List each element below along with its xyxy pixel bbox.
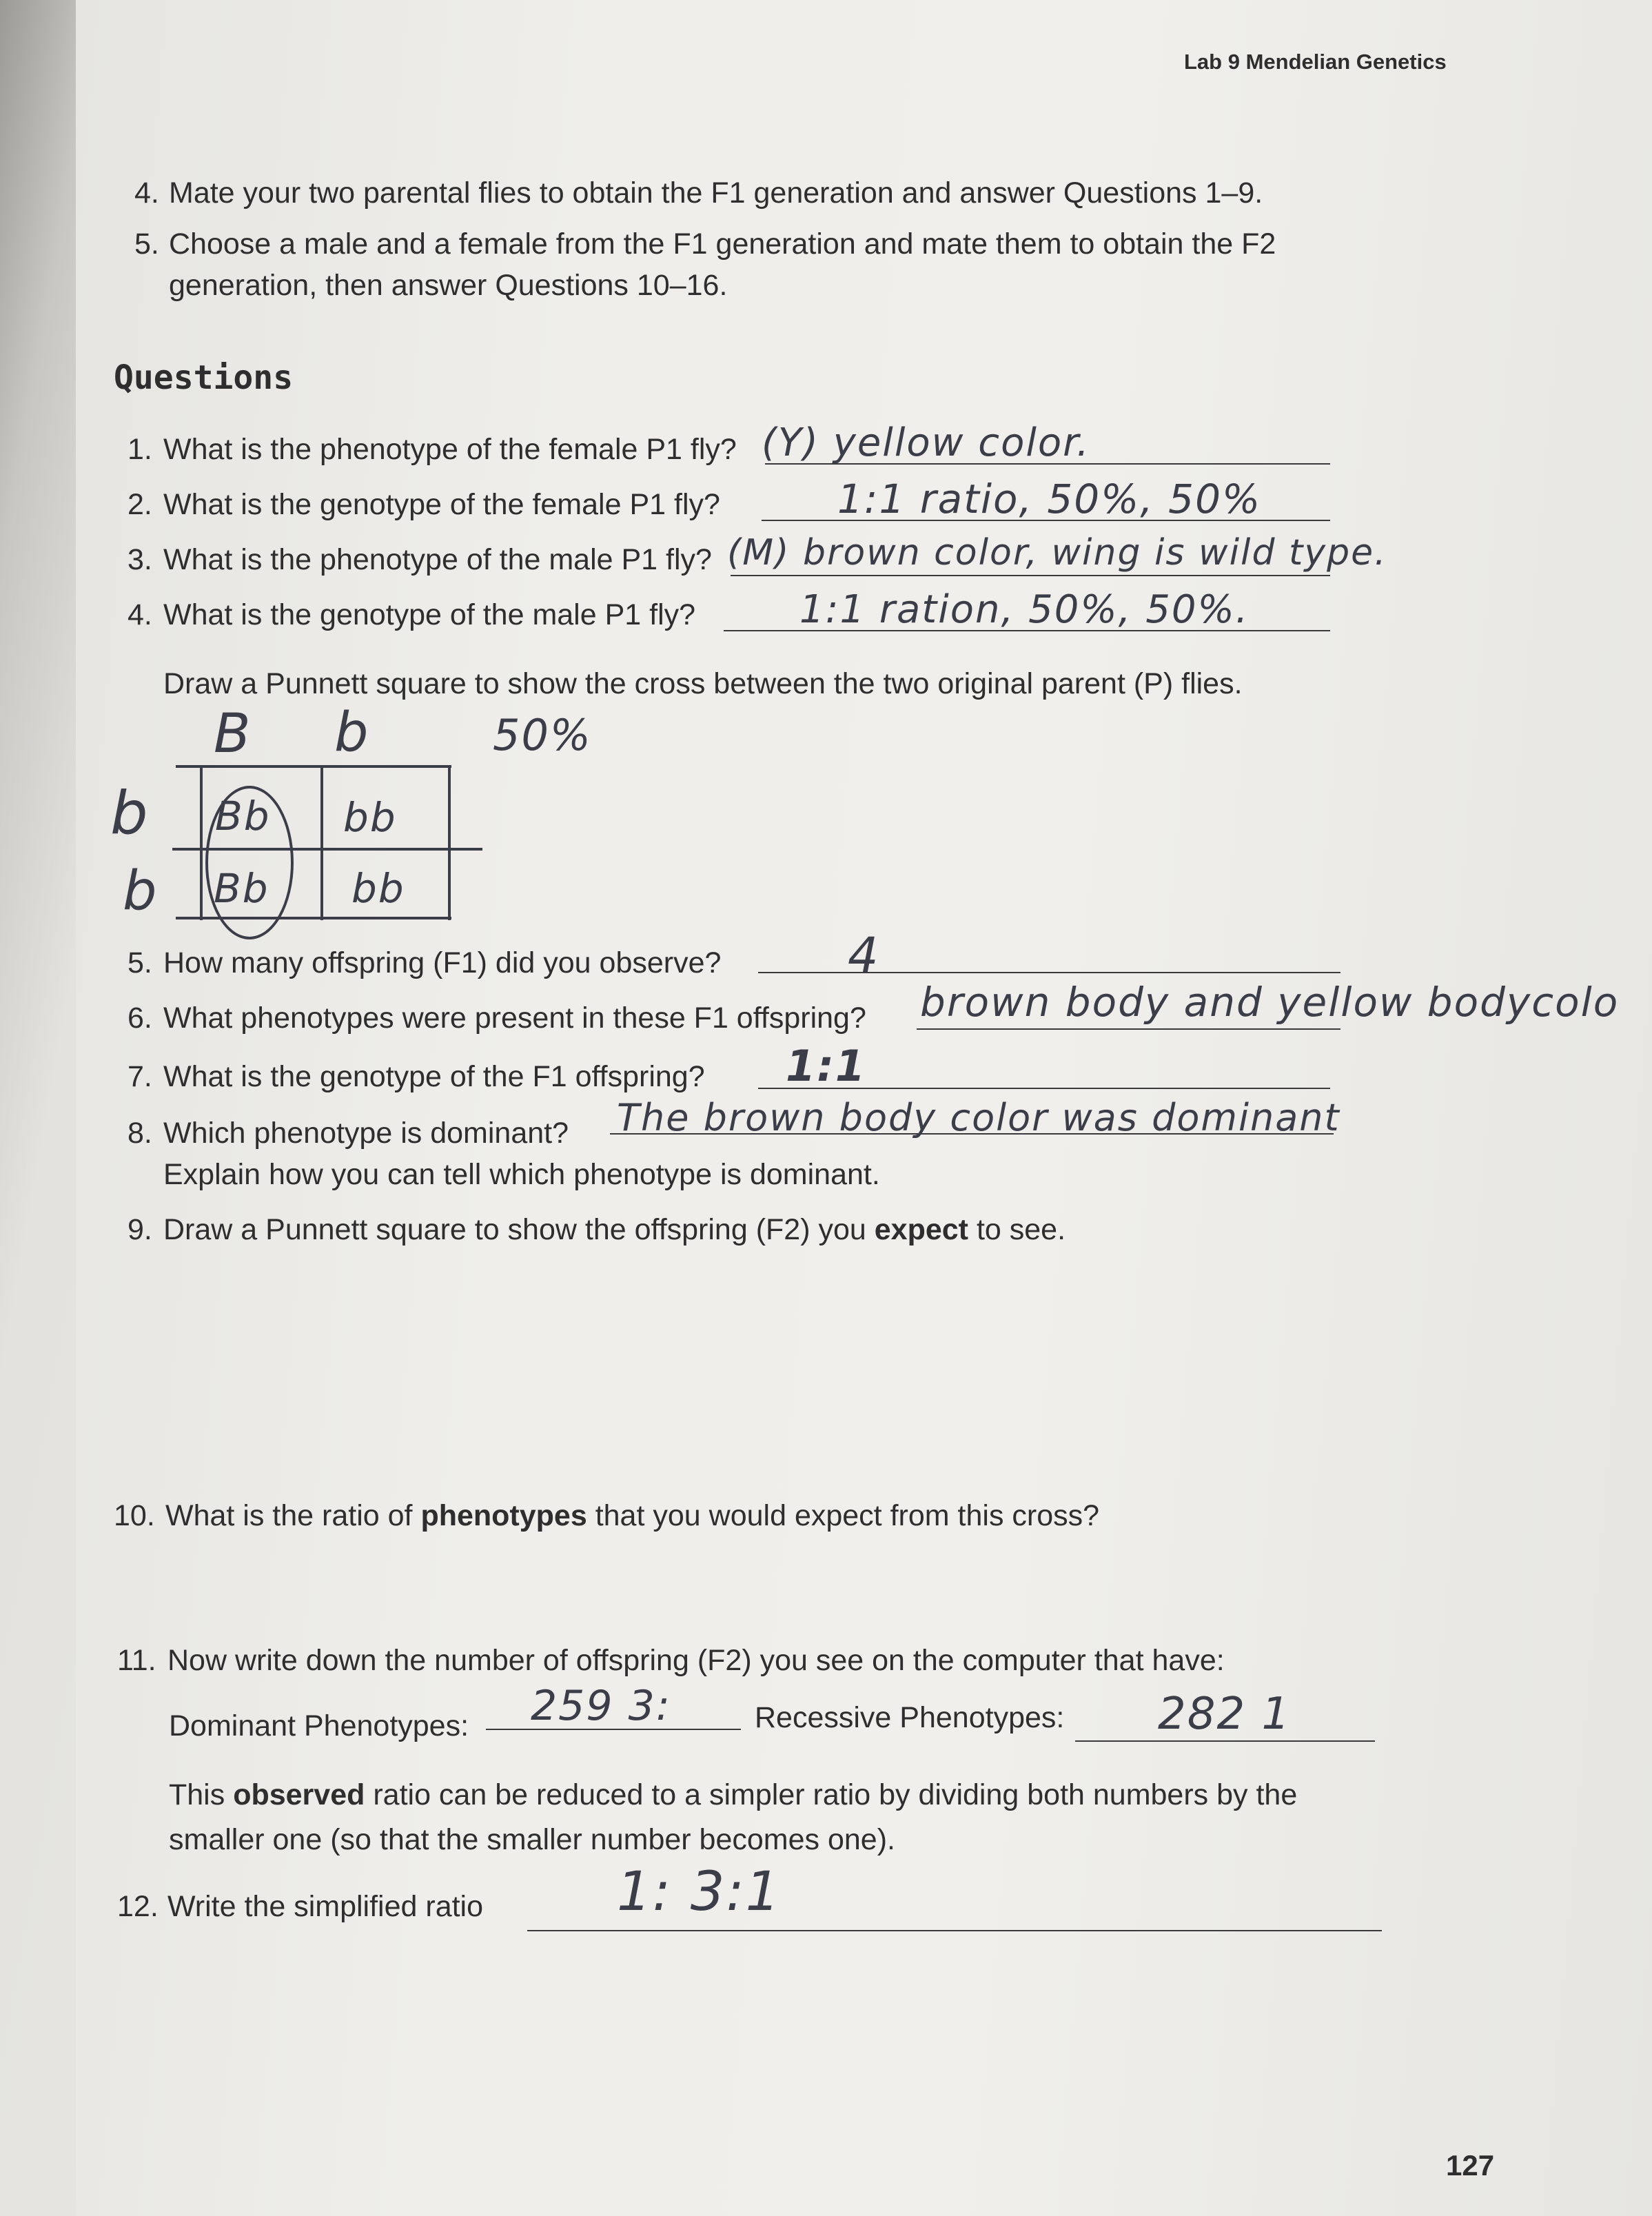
q12-number: 12.	[117, 1890, 159, 1923]
q3-number: 3.	[128, 543, 152, 576]
q9-number: 9.	[128, 1213, 152, 1246]
q3-answer: (M) brown color, wing is wild type.	[727, 532, 1387, 573]
q5-answer-line	[758, 972, 1340, 973]
dominant-phenotypes-label: Dominant Phenotypes:	[169, 1709, 469, 1742]
step-4-number: 4.	[134, 176, 159, 210]
observed-ratio-note-continued: smaller one (so that the smaller number becomes one).	[169, 1823, 895, 1856]
q4-answer: 1:1 ration, 50%, 50%.	[799, 587, 1250, 632]
questions-title: Questions	[114, 358, 294, 397]
q11-text: Now write down the number of offspring (F2) you see on the computer that have:	[167, 1644, 1225, 1677]
recessive-phenotypes-answer: 282 1	[1158, 1689, 1292, 1740]
q6-answer: brown body and yellow bodycolo	[920, 979, 1620, 1026]
step-5-number: 5.	[134, 227, 159, 261]
q5-number: 5.	[128, 946, 152, 979]
q8-explain: Explain how you can tell which phenotype is dominant.	[163, 1158, 880, 1191]
q8-answer: The brown body color was dominant	[617, 1096, 1340, 1139]
q5-answer: 4	[848, 927, 880, 984]
q12-text: Write the simplified ratio	[167, 1890, 484, 1923]
punnett-right-border	[448, 765, 451, 920]
punnett-side-allele-1: b	[110, 779, 150, 848]
dominant-phenotypes-answer: 259 3:	[531, 1682, 671, 1730]
punnett-top-allele-2: b	[334, 702, 370, 764]
q7-number: 7.	[128, 1060, 152, 1093]
q1-number: 1.	[128, 433, 152, 466]
page-number: 127	[1446, 2149, 1495, 2182]
punnett-bottom-border	[176, 917, 451, 919]
punnett-center-line	[320, 765, 323, 920]
punnett-top-border	[176, 765, 451, 768]
step-4-text: Mate your two parental flies to obtain the F1 generation and answer Questions 1–9.	[169, 176, 1263, 210]
q4-number: 4.	[128, 598, 152, 631]
q3-text: What is the phenotype of the male P1 fly?	[163, 543, 712, 576]
q1-text: What is the phenotype of the female P1 fly?	[163, 433, 737, 466]
q2-text: What is the genotype of the female P1 fly?	[163, 488, 720, 521]
step-5-text-continued: generation, then answer Questions 10–16.	[169, 269, 728, 302]
q6-answer-line	[917, 1028, 1340, 1030]
q10-number: 10.	[114, 1499, 155, 1532]
q12-answer-line	[527, 1930, 1382, 1931]
recessive-answer-line	[1075, 1740, 1375, 1742]
punnett-percent: 50%	[493, 710, 592, 760]
punnett-cell-1: Bb	[215, 793, 271, 840]
q7-answer: 1:1	[786, 1041, 867, 1091]
q6-number: 6.	[128, 1002, 152, 1035]
q10-text: What is the ratio of phenotypes that you would expect from this cross?	[165, 1499, 1100, 1532]
q8-text: Which phenotype is dominant?	[163, 1117, 569, 1150]
observed-ratio-note: This observed ratio can be reduced to a simpler ratio by dividing both numbers by the	[169, 1778, 1298, 1811]
q3-answer-line	[731, 575, 1330, 576]
step-5-text: Choose a male and a female from the F1 generation and mate them to obtain the F2	[169, 227, 1276, 261]
page-header: Lab 9 Mendelian Genetics	[1184, 50, 1447, 74]
punnett-cell-4: bb	[351, 865, 405, 912]
q4-text: What is the genotype of the male P1 fly?	[163, 598, 696, 631]
punnett-side-allele-2: b	[123, 860, 159, 922]
q9-text: Draw a Punnett square to show the offspring (F2) you expect to see.	[163, 1213, 1066, 1246]
punnett-cell-2: bb	[343, 794, 397, 841]
q1-answer: (Y) yellow color.	[762, 420, 1090, 465]
q12-answer: 1: 3:1	[617, 1861, 782, 1923]
q11-number: 11.	[117, 1644, 156, 1677]
recessive-phenotypes-label: Recessive Phenotypes:	[755, 1701, 1065, 1734]
punnett-top-allele-1: B	[214, 703, 252, 765]
punnett-cell-3: Bb	[214, 865, 269, 912]
q5-text: How many offspring (F1) did you observe?	[163, 946, 722, 979]
q7-text: What is the genotype of the F1 offspring?	[163, 1060, 705, 1093]
q2-answer: 1:1 ratio, 50%, 50%	[837, 476, 1262, 522]
punnett-instruction: Draw a Punnett square to show the cross between the two original parent (P) flies.	[163, 667, 1243, 700]
q8-number: 8.	[128, 1117, 152, 1150]
q2-number: 2.	[128, 488, 152, 521]
q6-text: What phenotypes were present in these F1 offspring?	[163, 1002, 866, 1035]
punnett-left-border	[200, 765, 203, 920]
